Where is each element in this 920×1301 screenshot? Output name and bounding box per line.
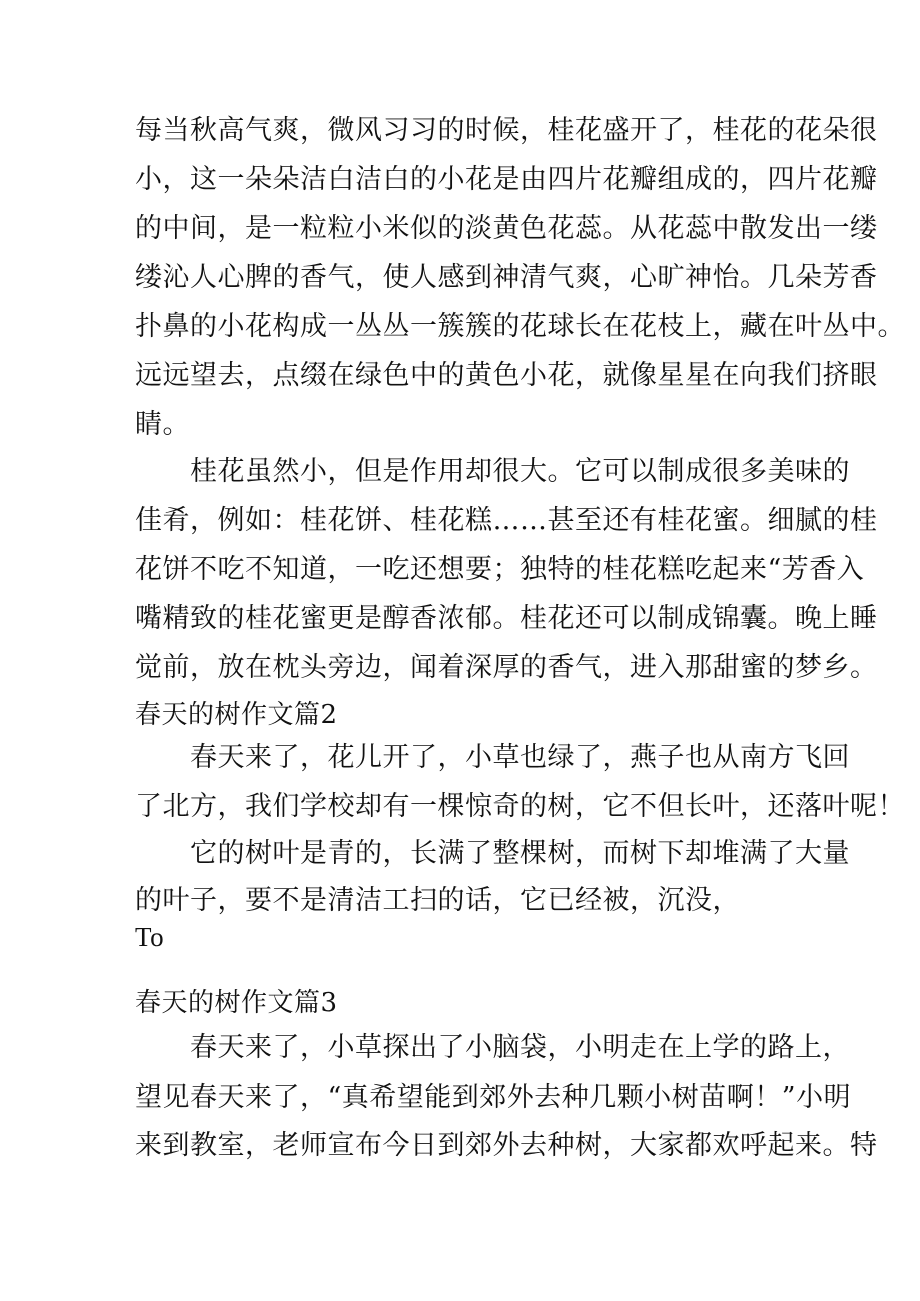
p2-line-5: 觉前，放在枕头旁边，闻着深厚的香气，进入那甜蜜的梦乡。 — [135, 652, 878, 683]
p1-line-1: 每当秋高气爽，微风习习的时候，桂花盛开了，桂花的花朵很 — [135, 115, 878, 146]
p5-line-2: 望见春天来了，“真希望能到郊外去种几颗小树苗啊！”小明 — [135, 1082, 852, 1113]
section-heading-2: 春天的树作文篇2 — [135, 700, 338, 730]
p4-line-1: 它的树叶是青的，长满了整棵树，而树下却堆满了大量 — [190, 838, 850, 869]
p1-line-5: 扑鼻的小花构成一丛丛一簇簇的花球长在花枝上，藏在叶丛中。 — [135, 311, 905, 342]
p5-line-3: 来到教室，老师宣布今日到郊外去种树，大家都欢呼起来。特 — [135, 1130, 878, 1161]
p5-line-1: 春天来了，小草探出了小脑袋，小明走在上学的路上， — [190, 1032, 850, 1063]
p2-line-1: 桂花虽然小，但是作用却很大。它可以制成很多美味的 — [190, 456, 850, 487]
p3-line-1: 春天来了，花儿开了，小草也绿了，燕子也从南方飞回 — [190, 742, 850, 773]
p1-line-2: 小，这一朵朵洁白洁白的小花是由四片花瓣组成的，四片花瓣 — [135, 164, 878, 195]
section-heading-3: 春天的树作文篇3 — [135, 988, 338, 1018]
p4-line-2: 的叶子，要不是清洁工扫的话，它已经被，沉没， — [135, 885, 740, 916]
p1-line-4: 缕沁人心脾的香气，使人感到神清气爽，心旷神怡。几朵芳香 — [135, 262, 878, 293]
p2-line-3: 花饼不吃不知道，一吃还想要；独特的桂花糕吃起来“芳香入 — [135, 554, 865, 585]
p1-line-7: 睛。 — [135, 409, 190, 440]
p1-line-6: 远远望去，点缀在绿色中的黄色小花，就像星星在向我们挤眼 — [135, 360, 878, 391]
p3-line-2: 了北方，我们学校却有一棵惊奇的树，它不但长叶，还落叶呢！ — [135, 791, 905, 822]
p1-line-3: 的中间，是一粒粒小米似的淡黄色花蕊。从花蕊中散发出一缕 — [135, 213, 878, 244]
p2-line-2: 佳肴，例如：桂花饼、桂花糕……甚至还有桂花蜜。细腻的桂 — [135, 505, 878, 536]
p2-line-4: 嘴精致的桂花蜜更是醇香浓郁。桂花还可以制成锦囊。晚上睡 — [135, 603, 878, 634]
fragment-text: To — [135, 922, 165, 952]
